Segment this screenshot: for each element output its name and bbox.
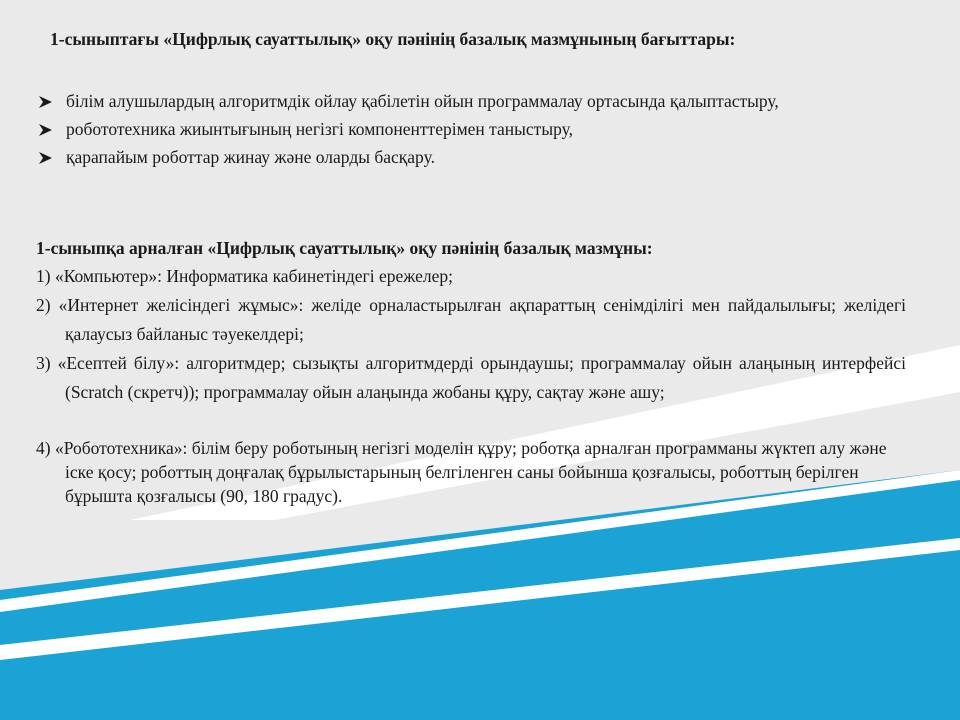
goal-text: робототехника жиынтығының негізгі компоненттерімен таныстыру,	[66, 119, 573, 139]
goals-list	[36, 87, 906, 171]
goal-item	[36, 143, 906, 171]
arrow-bullet-icon	[38, 115, 54, 137]
arrow-bullet-icon	[38, 143, 54, 165]
content-list	[36, 262, 906, 407]
slide-title: 1-сыныптағы «Цифрлық сауаттылық» оқу пәнінің базалық мазмұнының бағыттары:	[50, 29, 736, 49]
content-item: 1) «Компьютер»: Информатика кабинетіндегі ережелер;	[36, 266, 453, 286]
content-item: 3) «Есептей білу»: алгоритмдер; сызықты алгоритмдерді орындаушы; программалау ойын алаңының интерфейсі (Scratch (скретч)); программалау ойын алаңында жобаны құру, сақтау және ашу;	[36, 353, 906, 402]
arrow-bullet-icon	[38, 87, 54, 109]
goal-text: қарапайым роботтар жинау және оларды басқару.	[66, 147, 435, 167]
content-item: 4) «Робототехника»: білім беру роботының негізгі моделін құру; роботқа арналған программаны жүктеп алу және іске қосу; роботтың доңғалақ бұрылыстарының белгіленген саны бойынша қозғалысы, роботтың берілген бұрышта қозғалысы (90, 180 градус).	[36, 438, 887, 506]
content-subheading: 1-сыныпқа арналған «Цифрлық сауаттылық» оқу пәнінің базалық мазмұны:	[36, 238, 653, 258]
goal-text: білім алушылардың алгоритмдік ойлау қабілетін ойын программалау ортасында қалыптастыру,	[66, 91, 779, 111]
content-item: 2) «Интернет желісіндегі жұмыс»: желіде орналастырылған ақпараттың сенімділігі мен пайдалылығы; желідегі қалаусыз байланыс тәуекелдері;	[36, 295, 906, 344]
goal-item	[36, 115, 906, 143]
goal-item	[36, 87, 906, 115]
